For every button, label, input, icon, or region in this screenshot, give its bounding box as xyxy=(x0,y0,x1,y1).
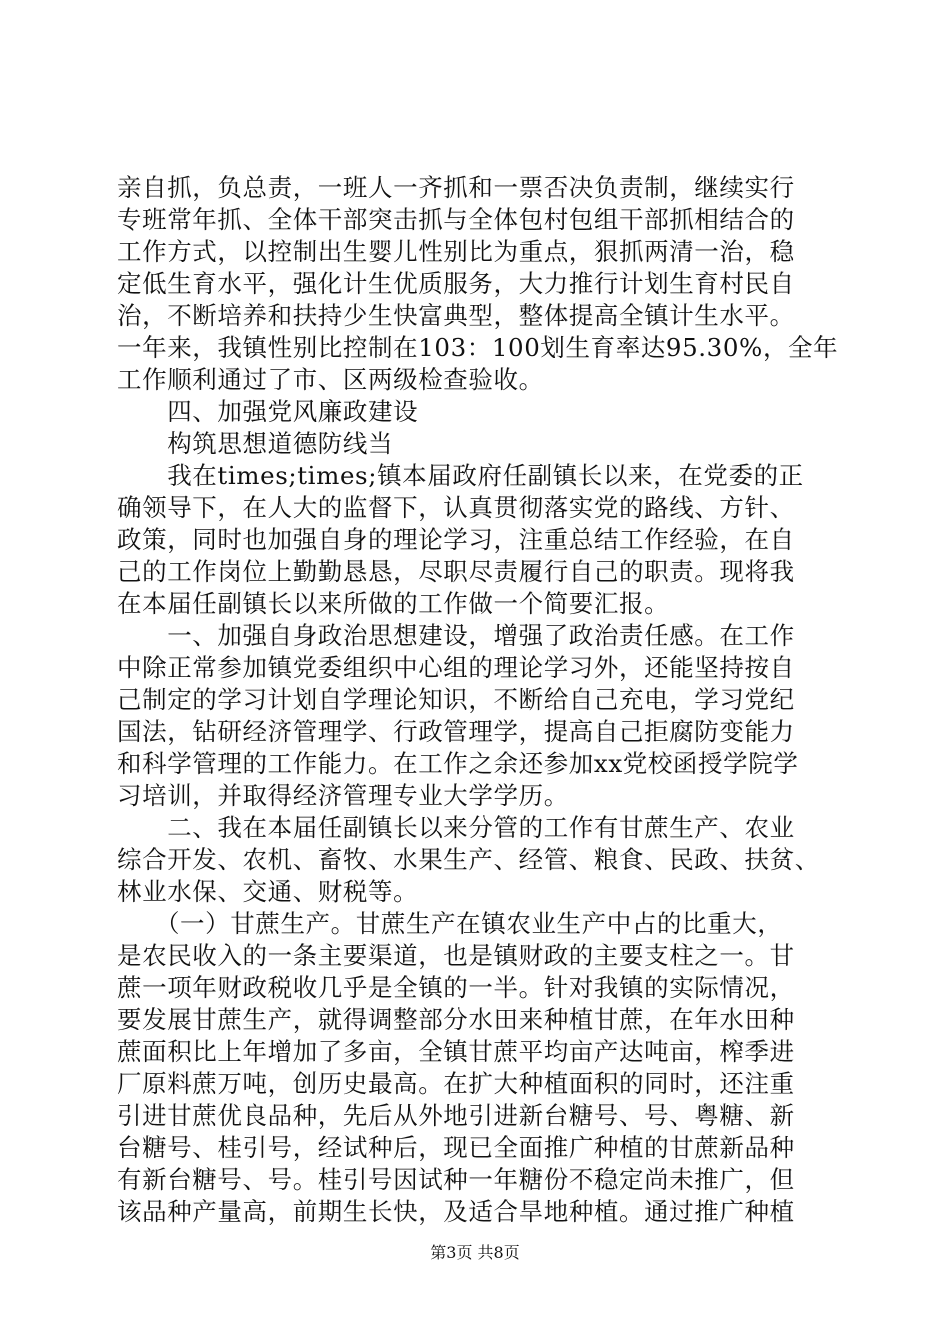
text-line: 在本届任副镇长以来所做的工作做一个简要汇报。 xyxy=(117,589,670,618)
text-line: 确领导下，在人大的监督下，认真贯彻落实党的路线、方针、 xyxy=(117,493,795,522)
text-line: 是农民收入的一条主要渠道，也是镇财政的主要支柱之一。甘 xyxy=(117,941,795,970)
text-line: 专班常年抓、全体干部突击抓与全体包村包组干部抓相结合的 xyxy=(117,205,795,234)
text-line: 治，不断培养和扶持少生快富典型，整体提高全镇计生水平。 xyxy=(117,301,795,330)
text-line: 厂原料蔗万吨，创历史最高。在扩大种植面积的同时，还注重 xyxy=(117,1069,795,1098)
text-line: （一）甘蔗生产。甘蔗生产在镇农业生产中占的比重大， xyxy=(117,909,783,938)
text-line: 政策，同时也加强自身的理论学习，注重总结工作经验，在自 xyxy=(117,525,795,554)
section-heading: 构筑思想道德防线当 xyxy=(117,429,394,458)
text-line: 蔗面积比上年增加了多亩，全镇甘蔗平均亩产达吨亩，榨季进 xyxy=(117,1037,795,1066)
text-line: 习培训，并取得经济管理专业大学学历。 xyxy=(117,781,569,810)
text-line: 一年来，我镇性别比控制在103：100划生育率达95.30%，全年 xyxy=(117,333,839,362)
text-line: 林业水保、交通、财税等。 xyxy=(117,877,419,906)
text-line: 我在times;times;镇本届政府任副镇长以来，在党委的正 xyxy=(117,461,804,490)
section-heading: 四、加强党风廉政建设 xyxy=(117,397,419,426)
text-line: 该品种产量高，前期生长快，及适合旱地种植。通过推广种植 xyxy=(117,1197,795,1226)
text-line: 台糖号、桂引号，经试种后，现已全面推广种植的甘蔗新品种 xyxy=(117,1133,795,1162)
text-line: 一、加强自身政治思想建设，增强了政治责任感。在工作 xyxy=(117,621,795,650)
text-line: 己制定的学习计划自学理论知识，不断给自己充电，学习党纪 xyxy=(117,685,795,714)
text-line: 和科学管理的工作能力。在工作之余还参加xx党校函授学院学 xyxy=(117,749,799,778)
text-line: 要发展甘蔗生产，就得调整部分水田来种植甘蔗，在年水田种 xyxy=(117,1005,795,1034)
text-line: 定低生育水平，强化计生优质服务，大力推行计划生育村民自 xyxy=(117,269,795,298)
text-line: 二、我在本届任副镇长以来分管的工作有甘蔗生产、农业 xyxy=(117,813,795,842)
text-line: 综合开发、农机、畜牧、水果生产、经管、粮食、民政、扶贫、 xyxy=(117,845,820,874)
text-line: 工作方式，以控制出生婴儿性别比为重点，狠抓两清一治，稳 xyxy=(117,237,795,266)
text-line: 亲自抓，负总责，一班人一齐抓和一票否决负责制，继续实行 xyxy=(117,173,795,202)
text-line: 蔗一项年财政税收几乎是全镇的一半。针对我镇的实际情况， xyxy=(117,973,795,1002)
text-line: 国法，钻研经济管理学、行政管理学，提高自己拒腐防变能力 xyxy=(117,717,795,746)
text-line: 引进甘蔗优良品种，先后从外地引进新台糖号、号、粤糖、新 xyxy=(117,1101,795,1130)
text-line: 工作顺利通过了市、区两级检查验收。 xyxy=(117,365,544,394)
text-line: 中除正常参加镇党委组织中心组的理论学习外，还能坚持按自 xyxy=(117,653,795,682)
text-line: 己的工作岗位上勤勤恳恳，尽职尽责履行自己的职责。现将我 xyxy=(117,557,795,586)
body-text xyxy=(117,172,847,1228)
page-number-footer: 第3页 共8页 xyxy=(430,1243,520,1262)
text-line: 有新台糖号、号。桂引号因试种一年糖份不稳定尚未推广，但 xyxy=(117,1165,795,1194)
